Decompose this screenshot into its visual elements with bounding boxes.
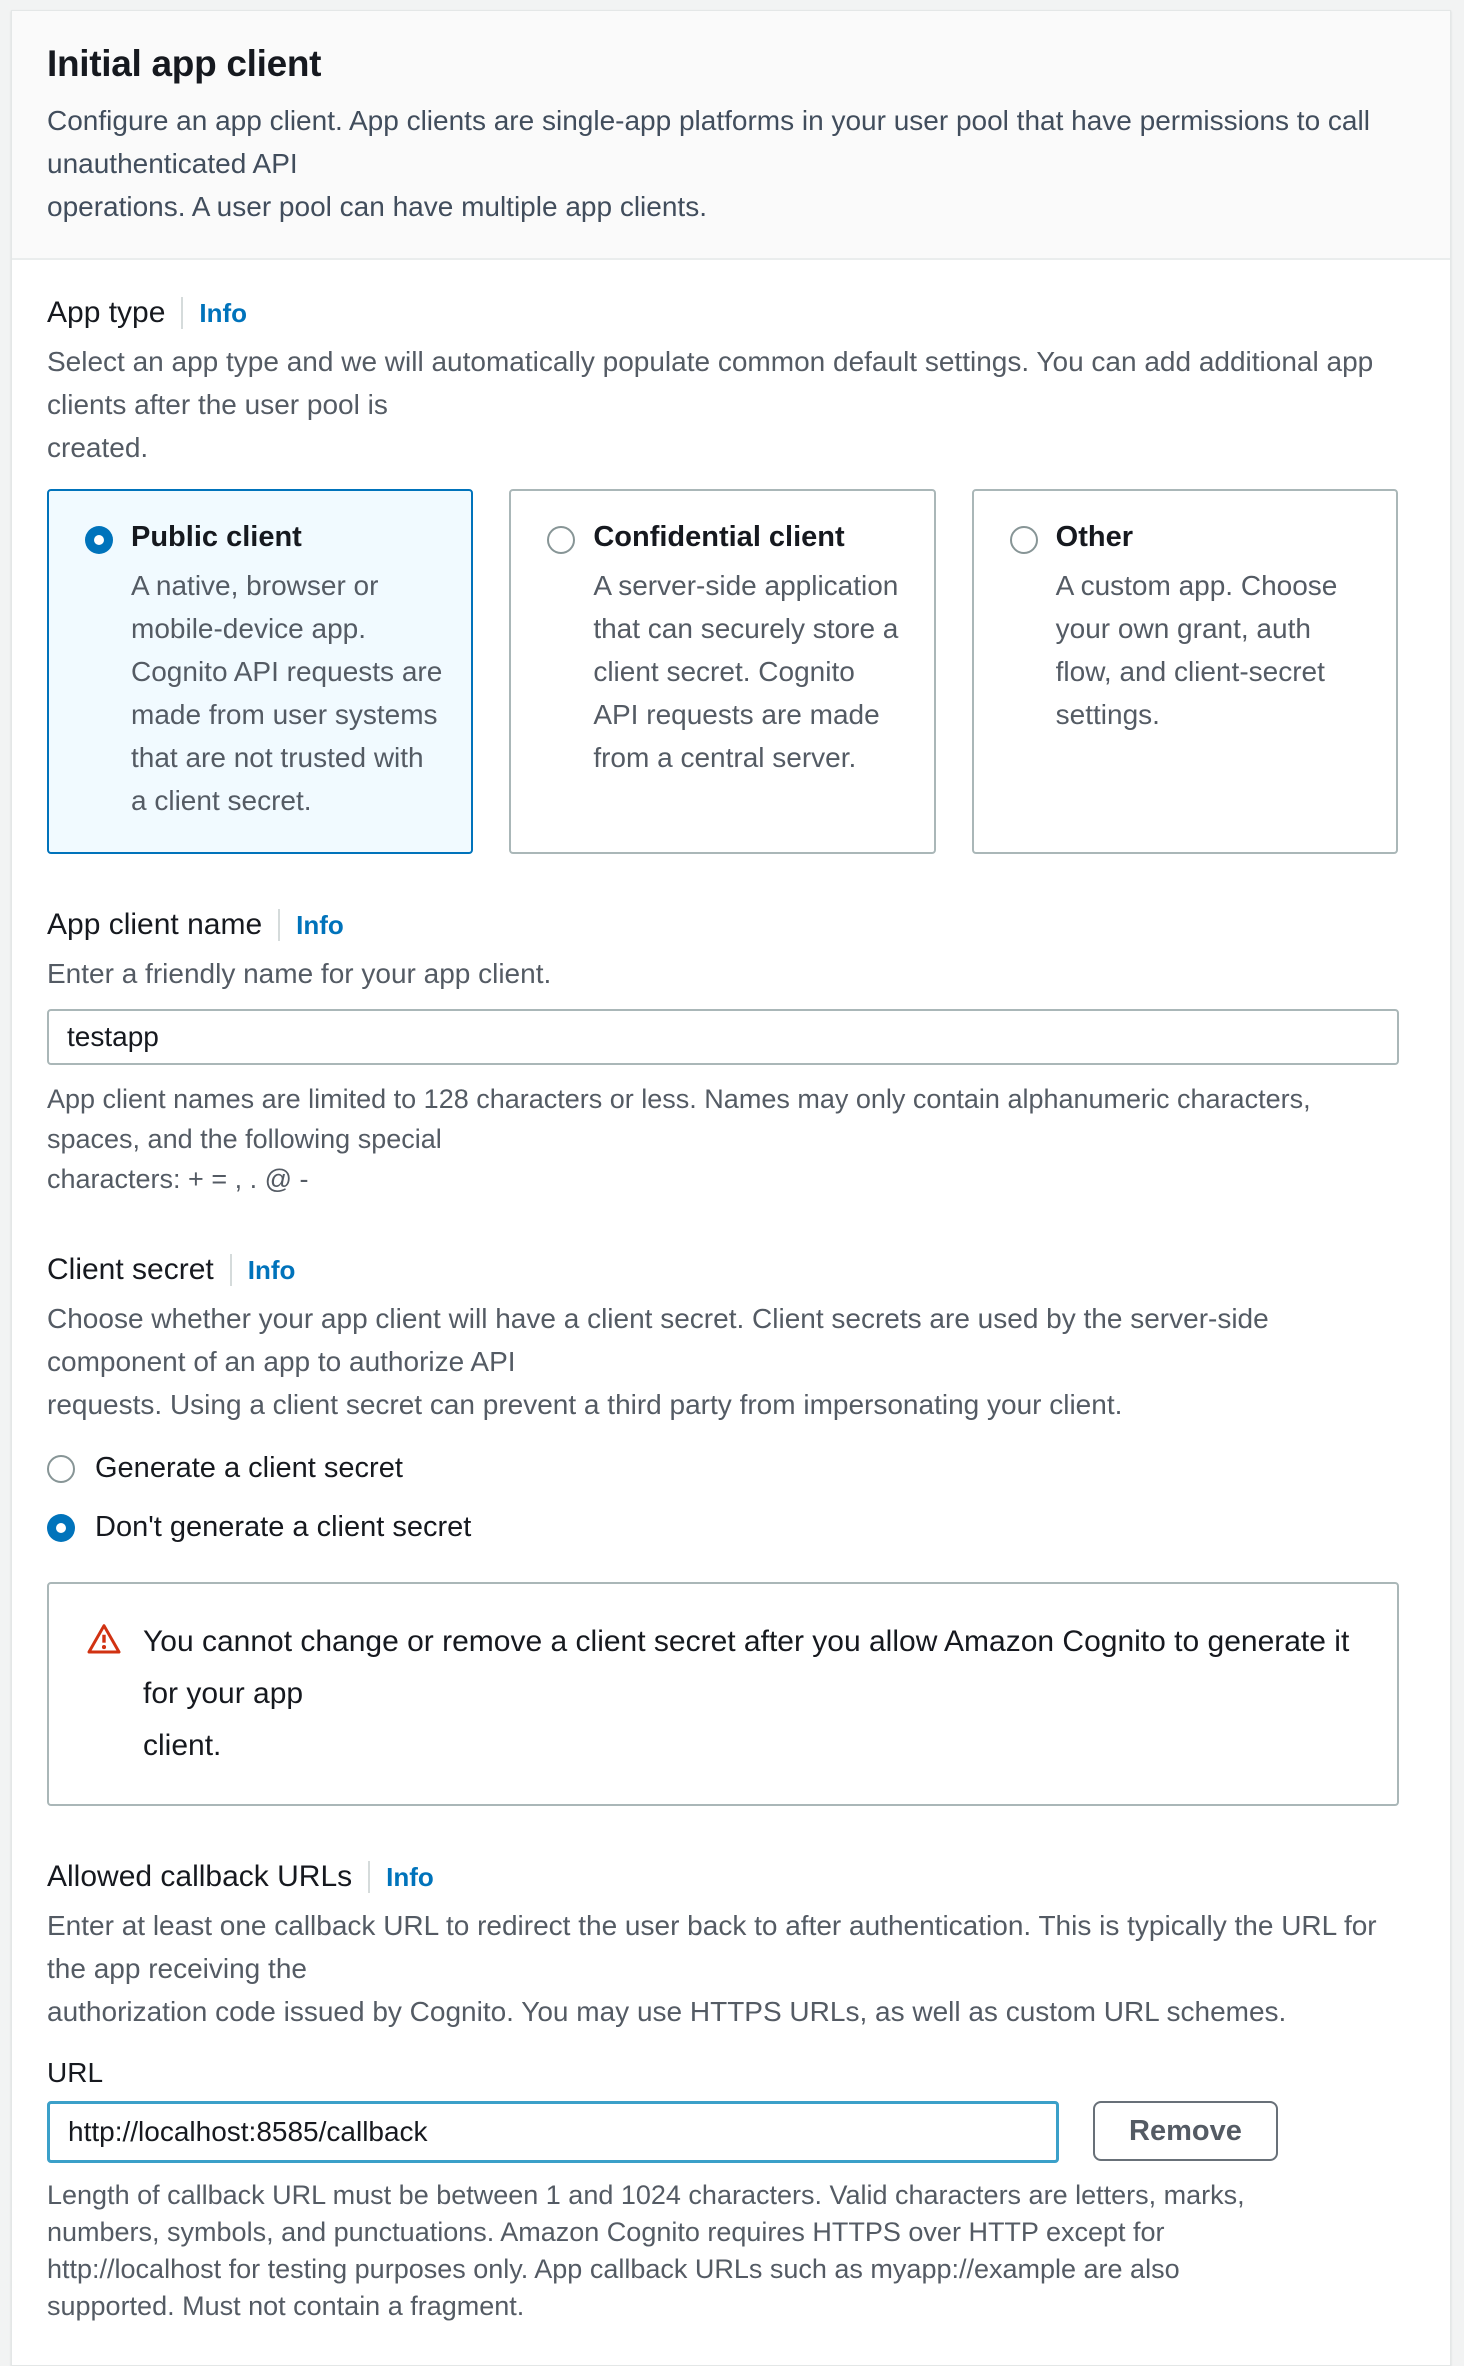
panel-description bbox=[47, 99, 1414, 228]
radio-checked-icon[interactable] bbox=[85, 526, 113, 554]
label-divider bbox=[368, 1861, 370, 1893]
tile-description: A custom app. Choose your own grant, auth flow, and client-secret settings. bbox=[1055, 570, 1338, 730]
app-client-name-constraint bbox=[47, 1079, 1398, 1199]
remove-url-button[interactable]: Remove bbox=[1093, 2101, 1278, 2161]
callback-urls-description bbox=[47, 1904, 1398, 2033]
client-secret-radio-group bbox=[47, 1452, 1398, 1544]
tile-text bbox=[1056, 521, 1368, 736]
client-secret-description bbox=[47, 1297, 1398, 1426]
initial-app-client-panel bbox=[11, 10, 1451, 2366]
radio-unchecked-icon[interactable] bbox=[547, 526, 575, 554]
tile-title: Confidential client bbox=[593, 521, 845, 553]
radio-unchecked-icon[interactable] bbox=[47, 1455, 75, 1483]
section-client-secret bbox=[47, 1253, 1398, 1806]
page-title: Initial app client bbox=[47, 43, 322, 84]
constraint-line: http://localhost for testing purposes only. App callback URLs such as myapp://example are also bbox=[47, 2254, 1180, 2284]
tile-text bbox=[593, 521, 905, 779]
label-divider bbox=[278, 909, 280, 941]
panel-body bbox=[12, 260, 1450, 2365]
constraint-line: Length of callback URL must be between 1 and 1024 characters. Valid characters are letters, marks, bbox=[47, 2180, 1245, 2210]
warning-text bbox=[143, 1616, 1359, 1772]
tile-description: A server-side application that can securely store a client secret. Cognito API requests are made from a central server. bbox=[593, 570, 899, 773]
tile-title: Public client bbox=[131, 521, 302, 553]
warning-text-line: You cannot change or remove a client secret after you allow Amazon Cognito to generate it for your app bbox=[143, 1625, 1350, 1710]
client-secret-info-link[interactable]: Info bbox=[247, 1254, 296, 1285]
app-client-name-description-line: Enter a friendly name for your app client. bbox=[47, 958, 552, 989]
section-app-type bbox=[47, 296, 1398, 854]
app-client-name-description bbox=[47, 952, 1398, 995]
section-allowed-callback-urls bbox=[47, 1860, 1398, 2325]
callback-url-input[interactable] bbox=[47, 2101, 1059, 2163]
radio-unchecked-icon[interactable] bbox=[1010, 526, 1038, 554]
section-app-client-name bbox=[47, 908, 1398, 1199]
callback-urls-label-row bbox=[47, 1860, 1398, 1894]
app-type-description bbox=[47, 340, 1398, 469]
constraint-line: characters: + = , . @ - bbox=[47, 1164, 309, 1194]
radio-label: Generate a client secret bbox=[95, 1452, 403, 1484]
radio-dont-generate-secret[interactable] bbox=[47, 1511, 1398, 1544]
tile-other[interactable] bbox=[972, 489, 1398, 854]
client-secret-label-row bbox=[47, 1253, 1398, 1287]
constraint-line: numbers, symbols, and punctuations. Amazon Cognito requires HTTPS over HTTP except for bbox=[47, 2217, 1165, 2247]
app-type-label-row bbox=[47, 296, 1398, 330]
constraint-line: App client names are limited to 128 characters or less. Names may only contain alphanumeric characters, spaces, and the following special bbox=[47, 1084, 1311, 1154]
panel-description-line: Configure an app client. App clients are single-app platforms in your user pool that have permissions to call unauthenticated API bbox=[47, 105, 1370, 179]
app-client-name-label: App client name bbox=[47, 908, 263, 941]
panel-description-line: operations. A user pool can have multiple app clients. bbox=[47, 191, 707, 222]
callback-urls-info-link[interactable]: Info bbox=[386, 1861, 434, 1892]
app-client-name-info-link[interactable]: Info bbox=[296, 909, 344, 940]
url-field-label: URL bbox=[47, 2057, 104, 2088]
callback-urls-label: Allowed callback URLs bbox=[47, 1860, 353, 1893]
client-secret-description-line: Choose whether your app client will have a client secret. Client secrets are used by the server-side component of an app to authorize API bbox=[47, 1303, 1269, 1377]
app-client-name-label-row bbox=[47, 908, 1398, 942]
app-client-name-input[interactable] bbox=[47, 1009, 1399, 1065]
warning-triangle-icon bbox=[87, 1622, 121, 1661]
url-row bbox=[47, 2101, 1398, 2163]
tile-title: Other bbox=[1055, 521, 1133, 553]
warning-text-line: client. bbox=[143, 1729, 222, 1762]
tile-confidential-client[interactable] bbox=[509, 489, 935, 854]
callback-urls-description-line: authorization code issued by Cognito. You may use HTTPS URLs, as well as custom URL schemes. bbox=[47, 1996, 1287, 2027]
callback-urls-description-line: Enter at least one callback URL to redirect the user back to after authentication. This is typically the URL for the app receiving the bbox=[47, 1910, 1377, 1984]
app-type-description-line: created. bbox=[47, 432, 149, 463]
label-divider bbox=[181, 297, 183, 329]
panel-header bbox=[12, 11, 1450, 260]
radio-checked-icon[interactable] bbox=[47, 1514, 75, 1542]
callback-url-constraint bbox=[47, 2177, 1398, 2325]
app-type-label: App type bbox=[47, 296, 166, 329]
tile-text bbox=[131, 521, 443, 822]
client-secret-warning bbox=[47, 1582, 1399, 1806]
tile-public-client[interactable] bbox=[47, 489, 473, 854]
client-secret-description-line: requests. Using a client secret can prevent a third party from impersonating your client. bbox=[47, 1389, 1123, 1420]
label-divider bbox=[230, 1254, 232, 1286]
app-type-info-link[interactable]: Info bbox=[199, 297, 248, 328]
app-type-description-line: Select an app type and we will automatically populate common default settings. You can add additional app clients after the user pool is bbox=[47, 346, 1374, 420]
constraint-line: supported. Must not contain a fragment. bbox=[47, 2291, 525, 2321]
radio-label: Don't generate a client secret bbox=[95, 1511, 472, 1543]
tile-description: A native, browser or mobile-device app. Cognito API requests are made from user systems that are not trusted with a client secret. bbox=[131, 570, 443, 816]
app-type-tiles bbox=[47, 489, 1398, 854]
client-secret-label: Client secret bbox=[47, 1253, 214, 1286]
radio-generate-secret[interactable] bbox=[47, 1452, 1398, 1485]
